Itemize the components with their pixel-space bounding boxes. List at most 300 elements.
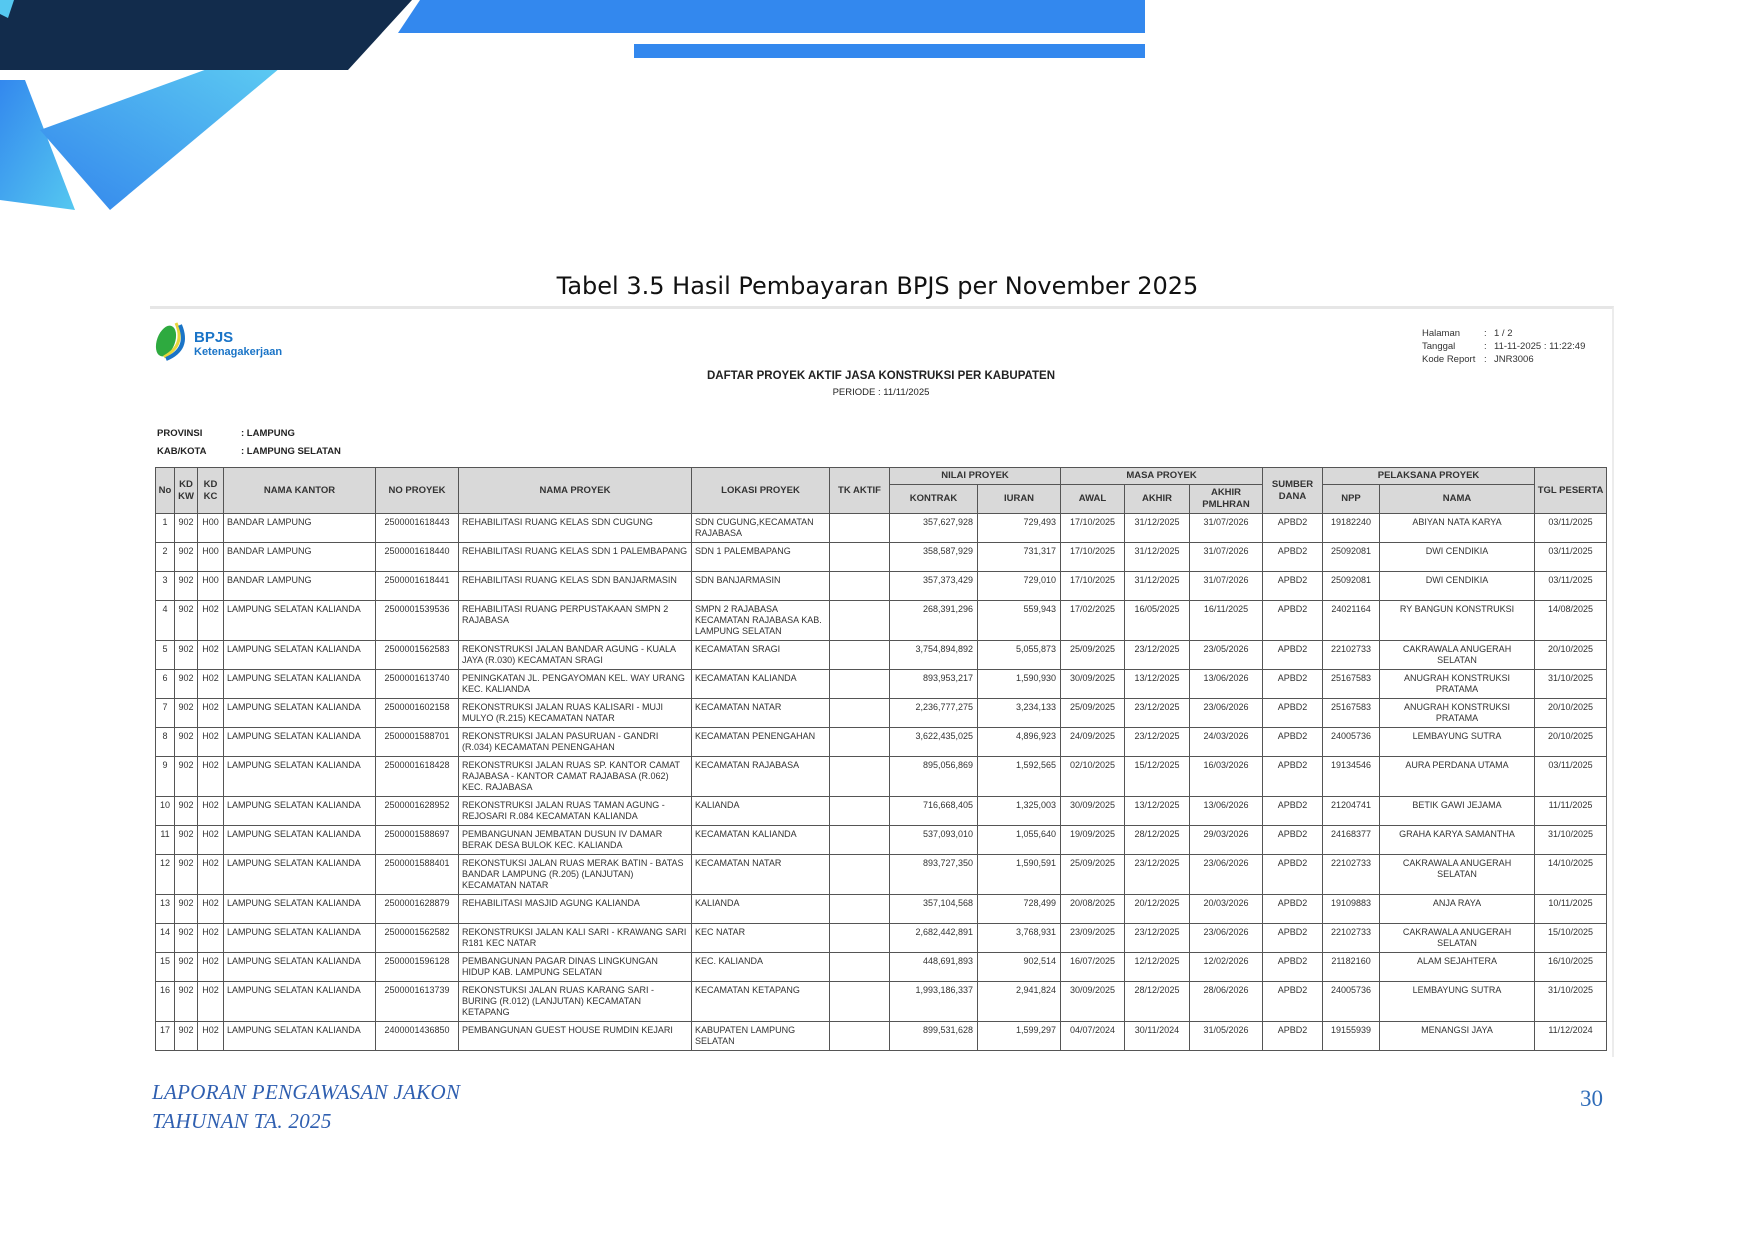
cell-no-proyek: 2500001596128 (376, 953, 459, 982)
th-kd-kw: KD KW (175, 468, 198, 514)
cell-lokasi-proyek: KALIANDA (692, 895, 830, 924)
cell-kd-kw: 902 (175, 895, 198, 924)
kode-report-label: Kode Report (1422, 354, 1476, 365)
cell-iuran: 902,514 (978, 953, 1061, 982)
cell-npp: 21204741 (1323, 797, 1380, 826)
cell-awal: 30/09/2025 (1061, 982, 1125, 1022)
cell-awal: 25/09/2025 (1061, 855, 1125, 895)
cell-nama-proyek: REKONSTUKSI JALAN RUAS KARANG SARI - BURING (R.012) (LANJUTAN) KECAMATAN KETAPANG (459, 982, 692, 1022)
cell-lokasi-proyek: SDN CUGUNG,KECAMATAN RAJABASA (692, 514, 830, 543)
cell-akhir-pmlhran: 23/06/2026 (1190, 924, 1263, 953)
cell-kd-kc: H02 (198, 699, 224, 728)
cell-nama-proyek: PEMBANGUNAN PAGAR DINAS LINGKUNGAN HIDUP KAB. LAMPUNG SELATAN (459, 953, 692, 982)
cell-tgl-peserta: 03/11/2025 (1535, 514, 1607, 543)
cell-nama-proyek: REHABILITASI RUANG PERPUSTAKAAN SMPN 2 RAJABASA (459, 601, 692, 641)
cell-kd-kw: 902 (175, 572, 198, 601)
cell-iuran: 1,590,930 (978, 670, 1061, 699)
cell-nama-kantor: LAMPUNG SELATAN KALIANDA (224, 826, 376, 855)
cell-no-proyek: 2500001618428 (376, 757, 459, 797)
cell-npp: 24168377 (1323, 826, 1380, 855)
cell-nama-kantor: LAMPUNG SELATAN KALIANDA (224, 757, 376, 797)
cell-sumber-dana: APBD2 (1263, 601, 1323, 641)
cell-nama-kantor: LAMPUNG SELATAN KALIANDA (224, 855, 376, 895)
provinsi-label: PROVINSI (157, 428, 203, 439)
cell-akhir: 31/12/2025 (1125, 572, 1190, 601)
cell-no-proyek: 2500001628952 (376, 797, 459, 826)
cell-kd-kw: 902 (175, 953, 198, 982)
cell-no-proyek: 2500001562583 (376, 641, 459, 670)
cell-kd-kc: H02 (198, 982, 224, 1022)
cell-sumber-dana: APBD2 (1263, 572, 1323, 601)
cell-akhir: 15/12/2025 (1125, 757, 1190, 797)
cell-tgl-peserta: 20/10/2025 (1535, 641, 1607, 670)
cell-kd-kc: H02 (198, 924, 224, 953)
cell-lokasi-proyek: KECAMATAN SRAGI (692, 641, 830, 670)
cell-akhir-pmlhran: 23/06/2026 (1190, 855, 1263, 895)
th-tk-aktif: TK AKTIF (830, 468, 890, 514)
cell-kd-kw: 902 (175, 601, 198, 641)
cell-npp: 24005736 (1323, 982, 1380, 1022)
cell-sumber-dana: APBD2 (1263, 757, 1323, 797)
cell-iuran: 1,599,297 (978, 1022, 1061, 1051)
blue-band-thin (634, 44, 1145, 58)
cell-akhir-pmlhran: 12/02/2026 (1190, 953, 1263, 982)
cell-akhir-pmlhran: 31/05/2026 (1190, 1022, 1263, 1051)
cell-akhir-pmlhran: 23/05/2026 (1190, 641, 1263, 670)
report-period: PERIODE : 11/11/2025 (832, 387, 930, 398)
cell-akhir: 12/12/2025 (1125, 953, 1190, 982)
cell-sumber-dana: APBD2 (1263, 543, 1323, 572)
cell-npp: 19182240 (1323, 514, 1380, 543)
cell-no: 5 (156, 641, 175, 670)
cell-nama-pelaksana: ANUGRAH KONSTRUKSI PRATAMA (1380, 699, 1535, 728)
cell-nama-pelaksana: RY BANGUN KONSTRUKSI (1380, 601, 1535, 641)
cell-nama-pelaksana: ALAM SEJAHTERA (1380, 953, 1535, 982)
cell-akhir-pmlhran: 31/07/2026 (1190, 543, 1263, 572)
cell-lokasi-proyek: SMPN 2 RAJABASA KECAMATAN RAJABASA KAB. LAMPUNG SELATAN (692, 601, 830, 641)
th-masa-proyek: MASA PROYEK (1061, 468, 1263, 485)
footer-line-1: LAPORAN PENGAWASAN JAKON (152, 1080, 461, 1104)
cell-nama-kantor: LAMPUNG SELATAN KALIANDA (224, 953, 376, 982)
cell-awal: 23/09/2025 (1061, 924, 1125, 953)
cell-no: 10 (156, 797, 175, 826)
cell-kd-kw: 902 (175, 826, 198, 855)
th-no: No (156, 468, 175, 514)
cell-tgl-peserta: 14/10/2025 (1535, 855, 1607, 895)
cell-akhir: 23/12/2025 (1125, 855, 1190, 895)
provinsi-row (157, 428, 295, 439)
cell-nama-pelaksana: DWI CENDIKIA (1380, 572, 1535, 601)
cell-sumber-dana: APBD2 (1263, 514, 1323, 543)
table-row (156, 728, 1607, 757)
cell-awal: 16/07/2025 (1061, 953, 1125, 982)
cell-nama-kantor: LAMPUNG SELATAN KALIANDA (224, 1022, 376, 1051)
cell-kontrak: 716,668,405 (890, 797, 978, 826)
cell-nama-proyek: REKONSTUKSI JALAN RUAS MERAK BATIN - BATAS BANDAR LAMPUNG (R.205) (LANJUTAN) KECAMATAN NATAR (459, 855, 692, 895)
cell-iuran: 729,493 (978, 514, 1061, 543)
cell-kd-kw: 902 (175, 1022, 198, 1051)
table-row (156, 641, 1607, 670)
cell-sumber-dana: APBD2 (1263, 670, 1323, 699)
cell-sumber-dana: APBD2 (1263, 826, 1323, 855)
cell-akhir-pmlhran: 31/07/2026 (1190, 572, 1263, 601)
cell-npp: 24005736 (1323, 728, 1380, 757)
cell-nama-proyek: REHABILITASI RUANG KELAS SDN CUGUNG (459, 514, 692, 543)
cell-iuran: 5,055,873 (978, 641, 1061, 670)
cell-tgl-peserta: 10/11/2025 (1535, 895, 1607, 924)
cell-tk-aktif (830, 757, 890, 797)
report-title: DAFTAR PROYEK AKTIF JASA KONSTRUKSI PER KABUPATEN (707, 370, 1055, 382)
logo-title: BPJS (194, 329, 234, 346)
cell-no-proyek: 2500001588701 (376, 728, 459, 757)
cell-lokasi-proyek: KECAMATAN KETAPANG (692, 982, 830, 1022)
cell-akhir: 28/12/2025 (1125, 826, 1190, 855)
cell-awal: 17/10/2025 (1061, 572, 1125, 601)
cell-iuran: 728,499 (978, 895, 1061, 924)
cell-nama-proyek: REHABILITASI RUANG KELAS SDN 1 PALEMBAPANG (459, 543, 692, 572)
cell-sumber-dana: APBD2 (1263, 953, 1323, 982)
cell-kd-kw: 902 (175, 670, 198, 699)
cell-nama-kantor: BANDAR LAMPUNG (224, 543, 376, 572)
th-kd-kc: KD KC (198, 468, 224, 514)
cell-kontrak: 1,993,186,337 (890, 982, 978, 1022)
cell-tk-aktif (830, 924, 890, 953)
report-meta: Halaman : 1 / 2 Tanggal : 11-11-2025 : 11:22:49 Kode Report : JNR3006 (1422, 328, 1586, 365)
cell-tk-aktif (830, 1022, 890, 1051)
cell-nama-pelaksana: ANJA RAYA (1380, 895, 1535, 924)
cell-no: 6 (156, 670, 175, 699)
table-row (156, 826, 1607, 855)
th-nama-proyek: NAMA PROYEK (459, 468, 692, 514)
cell-awal: 17/10/2025 (1061, 514, 1125, 543)
cell-tk-aktif (830, 572, 890, 601)
cell-awal: 17/02/2025 (1061, 601, 1125, 641)
th-nama-kantor: NAMA KANTOR (224, 468, 376, 514)
cell-npp: 22102733 (1323, 924, 1380, 953)
cell-kontrak: 2,682,442,891 (890, 924, 978, 953)
cell-no: 3 (156, 572, 175, 601)
cell-nama-pelaksana: CAKRAWALA ANUGERAH SELATAN (1380, 641, 1535, 670)
cell-lokasi-proyek: KECAMATAN NATAR (692, 699, 830, 728)
cell-akhir-pmlhran: 28/06/2026 (1190, 982, 1263, 1022)
table-row (156, 757, 1607, 797)
cell-nama-pelaksana: GRAHA KARYA SAMANTHA (1380, 826, 1535, 855)
cell-no: 7 (156, 699, 175, 728)
cell-awal: 02/10/2025 (1061, 757, 1125, 797)
cell-sumber-dana: APBD2 (1263, 641, 1323, 670)
cell-tgl-peserta: 14/08/2025 (1535, 601, 1607, 641)
cell-nama-proyek: REHABILITASI MASJID AGUNG KALIANDA (459, 895, 692, 924)
cell-kd-kc: H02 (198, 728, 224, 757)
cell-no-proyek: 2400001436850 (376, 1022, 459, 1051)
table-body (156, 514, 1607, 1051)
cell-lokasi-proyek: SDN 1 PALEMBAPANG (692, 543, 830, 572)
cell-akhir: 23/12/2025 (1125, 641, 1190, 670)
cell-akhir-pmlhran: 16/11/2025 (1190, 601, 1263, 641)
table-row (156, 953, 1607, 982)
blue-band-top (398, 0, 1145, 33)
cell-sumber-dana: APBD2 (1263, 855, 1323, 895)
cell-nama-kantor: LAMPUNG SELATAN KALIANDA (224, 924, 376, 953)
th-kontrak: KONTRAK (890, 485, 978, 514)
cell-nama-proyek: REKONSTRUKSI JALAN RUAS TAMAN AGUNG - REJOSARI R.084 KECAMATAN KALIANDA (459, 797, 692, 826)
cell-kd-kc: H02 (198, 953, 224, 982)
th-nama: NAMA (1380, 485, 1535, 514)
cell-awal: 20/08/2025 (1061, 895, 1125, 924)
cell-akhir: 16/05/2025 (1125, 601, 1190, 641)
cell-tk-aktif (830, 953, 890, 982)
cell-nama-kantor: LAMPUNG SELATAN KALIANDA (224, 982, 376, 1022)
halaman-label: Halaman (1422, 328, 1461, 339)
cell-tk-aktif (830, 826, 890, 855)
cell-nama-kantor: LAMPUNG SELATAN KALIANDA (224, 641, 376, 670)
cell-nama-kantor: LAMPUNG SELATAN KALIANDA (224, 699, 376, 728)
table-row (156, 895, 1607, 924)
cell-tgl-peserta: 11/12/2024 (1535, 1022, 1607, 1051)
cell-no-proyek: 2500001602158 (376, 699, 459, 728)
cell-nama-proyek: PENINGKATAN JL. PENGAYOMAN KEL. WAY URANG KEC. KALIANDA (459, 670, 692, 699)
cell-lokasi-proyek: KEC NATAR (692, 924, 830, 953)
cell-lokasi-proyek: KECAMATAN NATAR (692, 855, 830, 895)
cell-lokasi-proyek: SDN BANJARMASIN (692, 572, 830, 601)
kode-report-value: JNR3006 (1494, 354, 1534, 365)
cell-sumber-dana: APBD2 (1263, 982, 1323, 1022)
cell-nama-kantor: LAMPUNG SELATAN KALIANDA (224, 895, 376, 924)
footer-line-2: TAHUNAN TA. 2025 (152, 1109, 332, 1133)
cell-sumber-dana: APBD2 (1263, 797, 1323, 826)
cell-no-proyek: 2500001618440 (376, 543, 459, 572)
cell-tk-aktif (830, 982, 890, 1022)
corner-accent (0, 0, 14, 18)
kabkota-row (157, 446, 341, 457)
header-decoration (0, 0, 1755, 240)
cell-nama-kantor: LAMPUNG SELATAN KALIANDA (224, 797, 376, 826)
cell-akhir: 31/12/2025 (1125, 514, 1190, 543)
cell-kd-kw: 902 (175, 514, 198, 543)
cell-awal: 30/09/2025 (1061, 670, 1125, 699)
navy-band (0, 0, 412, 70)
cell-nama-proyek: REKONSTRUKSI JALAN PASURUAN - GANDRI (R.034) KECAMATAN PENENGAHAN (459, 728, 692, 757)
cell-tk-aktif (830, 543, 890, 572)
logo-subtitle: Ketenagakerjaan (194, 346, 283, 358)
cell-npp: 24021164 (1323, 601, 1380, 641)
cell-kd-kc: H02 (198, 641, 224, 670)
kabkota-label: KAB/KOTA (157, 446, 207, 457)
cell-iuran: 1,325,003 (978, 797, 1061, 826)
cell-kd-kc: H02 (198, 855, 224, 895)
table-row (156, 670, 1607, 699)
cell-kd-kc: H02 (198, 670, 224, 699)
cell-no-proyek: 2500001613739 (376, 982, 459, 1022)
cell-nama-pelaksana: DWI CENDIKIA (1380, 543, 1535, 572)
cell-kontrak: 2,236,777,275 (890, 699, 978, 728)
cell-akhir: 20/12/2025 (1125, 895, 1190, 924)
cell-awal: 30/09/2025 (1061, 797, 1125, 826)
cell-kd-kc: H02 (198, 1022, 224, 1051)
cell-akhir-pmlhran: 20/03/2026 (1190, 895, 1263, 924)
cell-no: 11 (156, 826, 175, 855)
table-row (156, 699, 1607, 728)
cell-no-proyek: 2500001562582 (376, 924, 459, 953)
cell-tgl-peserta: 31/10/2025 (1535, 826, 1607, 855)
th-akhir-pmlhran: AKHIR PMLHRAN (1190, 485, 1263, 514)
cell-akhir: 30/11/2024 (1125, 1022, 1190, 1051)
provinsi-value: : LAMPUNG (241, 428, 295, 439)
cell-no: 13 (156, 895, 175, 924)
blue-chevron (40, 68, 280, 210)
cell-tgl-peserta: 11/11/2025 (1535, 797, 1607, 826)
cell-npp: 25167583 (1323, 670, 1380, 699)
cell-sumber-dana: APBD2 (1263, 924, 1323, 953)
table-row (156, 514, 1607, 543)
cell-npp: 25092081 (1323, 572, 1380, 601)
bpjs-leaf-icon (150, 317, 194, 361)
project-table (155, 467, 1607, 1051)
cell-nama-proyek: PEMBANGUNAN JEMBATAN DUSUN IV DAMAR BERAK DESA BULOK KEC. KALIANDA (459, 826, 692, 855)
cell-iuran: 729,010 (978, 572, 1061, 601)
cell-kontrak: 3,622,435,025 (890, 728, 978, 757)
page-number: 30 (1580, 1086, 1603, 1111)
cell-no-proyek: 2500001588697 (376, 826, 459, 855)
cell-nama-pelaksana: LEMBAYUNG SUTRA (1380, 728, 1535, 757)
table-row (156, 1022, 1607, 1051)
th-npp: NPP (1323, 485, 1380, 514)
cell-npp: 21182160 (1323, 953, 1380, 982)
th-lokasi-proyek: LOKASI PROYEK (692, 468, 830, 514)
cell-nama-kantor: BANDAR LAMPUNG (224, 572, 376, 601)
cell-nama-proyek: REKONSTRUKSI JALAN RUAS SP. KANTOR CAMAT RAJABASA - KANTOR CAMAT RAJABASA (R.062) KEC. RAJABASA (459, 757, 692, 797)
cell-iuran: 1,055,640 (978, 826, 1061, 855)
cell-kd-kc: H02 (198, 826, 224, 855)
cell-nama-proyek: PEMBANGUNAN GUEST HOUSE RUMDIN KEJARI (459, 1022, 692, 1051)
th-awal: AWAL (1061, 485, 1125, 514)
cell-nama-kantor: BANDAR LAMPUNG (224, 514, 376, 543)
cell-lokasi-proyek: KEC. KALIANDA (692, 953, 830, 982)
cell-akhir-pmlhran: 13/06/2026 (1190, 797, 1263, 826)
cell-kd-kw: 902 (175, 982, 198, 1022)
bpjs-report (150, 306, 1614, 1057)
cell-nama-kantor: LAMPUNG SELATAN KALIANDA (224, 601, 376, 641)
cell-iuran: 3,234,133 (978, 699, 1061, 728)
cell-nama-proyek: REKONSTRUKSI JALAN BANDAR AGUNG - KUALA JAYA (R.030) KECAMATAN SRAGI (459, 641, 692, 670)
cell-no: 2 (156, 543, 175, 572)
cell-tgl-peserta: 15/10/2025 (1535, 924, 1607, 953)
cell-tk-aktif (830, 514, 890, 543)
cell-kd-kw: 902 (175, 855, 198, 895)
cell-akhir: 31/12/2025 (1125, 543, 1190, 572)
cell-kd-kc: H00 (198, 514, 224, 543)
table-header-row-1 (156, 468, 1607, 485)
th-no-proyek: NO PROYEK (376, 468, 459, 514)
cell-kontrak: 899,531,628 (890, 1022, 978, 1051)
cell-nama-proyek: REHABILITASI RUANG KELAS SDN BANJARMASIN (459, 572, 692, 601)
cell-tgl-peserta: 31/10/2025 (1535, 670, 1607, 699)
cell-akhir-pmlhran: 31/07/2026 (1190, 514, 1263, 543)
tanggal-value: 11-11-2025 : 11:22:49 (1494, 341, 1586, 352)
cell-kd-kw: 902 (175, 641, 198, 670)
cell-no-proyek: 2500001539536 (376, 601, 459, 641)
cell-awal: 25/09/2025 (1061, 641, 1125, 670)
cell-lokasi-proyek: KECAMATAN KALIANDA (692, 670, 830, 699)
cell-akhir: 23/12/2025 (1125, 699, 1190, 728)
cell-no: 8 (156, 728, 175, 757)
cell-tk-aktif (830, 728, 890, 757)
table-row (156, 797, 1607, 826)
cell-awal: 19/09/2025 (1061, 826, 1125, 855)
cell-awal: 04/07/2024 (1061, 1022, 1125, 1051)
cell-kontrak: 268,391,296 (890, 601, 978, 641)
cell-tgl-peserta: 31/10/2025 (1535, 982, 1607, 1022)
cell-kd-kw: 902 (175, 728, 198, 757)
tanggal-label: Tanggal (1422, 341, 1456, 352)
cell-tk-aktif (830, 670, 890, 699)
cell-kd-kw: 902 (175, 543, 198, 572)
cell-nama-proyek: REKONSTRUKSI JALAN KALI SARI - KRAWANG SARI R181 KEC NATAR (459, 924, 692, 953)
cell-nama-pelaksana: LEMBAYUNG SUTRA (1380, 982, 1535, 1022)
cell-kd-kc: H02 (198, 895, 224, 924)
th-nilai-proyek: NILAI PROYEK (890, 468, 1061, 485)
cell-no-proyek: 2500001588401 (376, 855, 459, 895)
cell-no: 9 (156, 757, 175, 797)
cell-tgl-peserta: 03/11/2025 (1535, 757, 1607, 797)
cell-no: 12 (156, 855, 175, 895)
cell-tk-aktif (830, 601, 890, 641)
cell-akhir-pmlhran: 16/03/2026 (1190, 757, 1263, 797)
th-iuran: IURAN (978, 485, 1061, 514)
cell-tgl-peserta: 20/10/2025 (1535, 699, 1607, 728)
table-caption: Tabel 3.5 Hasil Pembayaran BPJS per November 2025 (556, 272, 1199, 300)
cell-npp: 22102733 (1323, 855, 1380, 895)
cell-sumber-dana: APBD2 (1263, 895, 1323, 924)
cell-no-proyek: 2500001618441 (376, 572, 459, 601)
cell-nama-pelaksana: MENANGSI JAYA (1380, 1022, 1535, 1051)
cell-awal: 17/10/2025 (1061, 543, 1125, 572)
cell-sumber-dana: APBD2 (1263, 1022, 1323, 1051)
cell-tgl-peserta: 03/11/2025 (1535, 572, 1607, 601)
cell-kontrak: 893,953,217 (890, 670, 978, 699)
cell-no: 15 (156, 953, 175, 982)
cell-akhir: 28/12/2025 (1125, 982, 1190, 1022)
cell-nama-pelaksana: CAKRAWALA ANUGERAH SELATAN (1380, 924, 1535, 953)
cell-lokasi-proyek: KALIANDA (692, 797, 830, 826)
cell-npp: 19109883 (1323, 895, 1380, 924)
cell-kontrak: 893,727,350 (890, 855, 978, 895)
halaman-value: 1 / 2 (1494, 328, 1513, 339)
cell-npp: 22102733 (1323, 641, 1380, 670)
cell-akhir: 23/12/2025 (1125, 728, 1190, 757)
cell-akhir-pmlhran: 23/06/2026 (1190, 699, 1263, 728)
cell-nama-kantor: LAMPUNG SELATAN KALIANDA (224, 670, 376, 699)
cell-kontrak: 895,056,869 (890, 757, 978, 797)
cell-iuran: 2,941,824 (978, 982, 1061, 1022)
kabkota-value: : LAMPUNG SELATAN (241, 446, 341, 457)
cell-akhir: 13/12/2025 (1125, 670, 1190, 699)
cell-npp: 19155939 (1323, 1022, 1380, 1051)
cell-kd-kc: H00 (198, 572, 224, 601)
cell-no: 1 (156, 514, 175, 543)
cell-no: 4 (156, 601, 175, 641)
cell-kontrak: 357,627,928 (890, 514, 978, 543)
cell-kd-kw: 902 (175, 699, 198, 728)
cell-akhir-pmlhran: 13/06/2026 (1190, 670, 1263, 699)
cell-no: 17 (156, 1022, 175, 1051)
cell-tk-aktif (830, 641, 890, 670)
cell-sumber-dana: APBD2 (1263, 728, 1323, 757)
cell-kontrak: 357,373,429 (890, 572, 978, 601)
th-pelaksana-proyek: PELAKSANA PROYEK (1323, 468, 1535, 485)
cell-lokasi-proyek: KABUPATEN LAMPUNG SELATAN (692, 1022, 830, 1051)
cell-no-proyek: 2500001613740 (376, 670, 459, 699)
